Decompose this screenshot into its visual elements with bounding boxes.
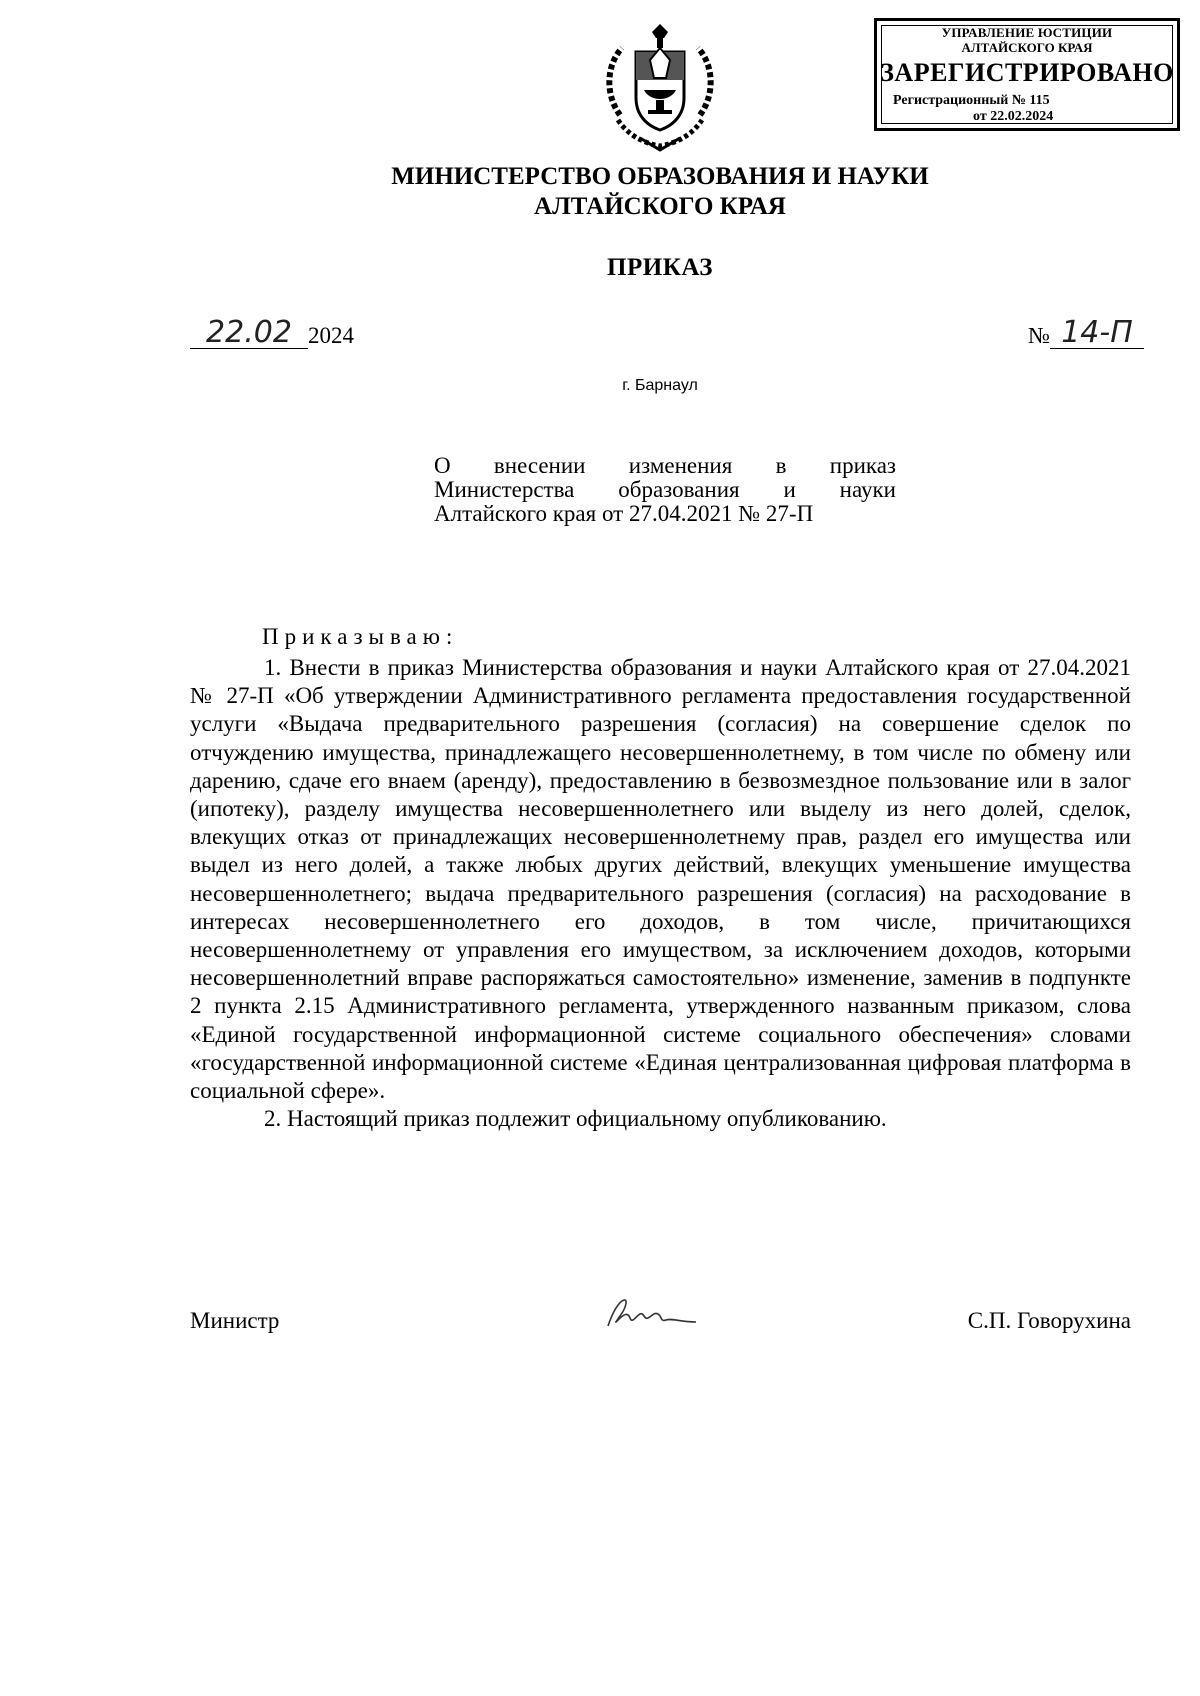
coat-of-arms-icon <box>600 20 720 155</box>
date-year: 2024 <box>308 323 354 348</box>
subject-line1: О внесении изменения в приказ <box>434 453 896 478</box>
date-handwritten: 22.02 <box>190 318 308 349</box>
ministry-name <box>0 162 1200 222</box>
ministry-line2: АЛТАЙСКОГО КРАЯ <box>534 193 786 220</box>
city: г. Барнаул <box>622 377 698 394</box>
document-date <box>190 315 354 350</box>
stamp-title: ЗАРЕГИСТРИРОВАНО <box>880 58 1174 87</box>
order-body <box>190 654 1131 1133</box>
signatory-name: С.П. Говорухина <box>967 1308 1131 1333</box>
stamp-reg-number: Регистрационный № 115 <box>893 93 1050 108</box>
ministry-line1: МИНИСТЕРСТВО ОБРАЗОВАНИЯ И НАУКИ <box>391 163 929 190</box>
order-subject <box>434 454 896 526</box>
paragraph-2: 2. Настоящий приказ подлежит официальному опубликованию. <box>264 1106 887 1132</box>
subject-line2: Министерства образования и науки <box>434 477 896 502</box>
stamp-reg-date: от 22.02.2024 <box>973 109 1054 124</box>
signatory-title: Министр <box>190 1308 280 1333</box>
subject-line3: Алтайского края от 27.04.2021 № 27-П <box>434 501 814 526</box>
document-type: ПРИКАЗ <box>607 254 713 281</box>
stamp-authority-line2: АЛТАЙСКОГО КРАЯ <box>961 40 1093 55</box>
paragraph-1: 1. Внести в приказ Министерства образования и науки Алтайского края от 27.04.2021 № 27-П «Об утверждении Административного регламента предоставления государственной услуги «Выдача предварительного разрешения (согласия) на совершение сделок по отчуждению имущества, принадлежащего несовершеннолетнему, в том числе по обмену или дарению, сдаче его внаем (аренду), предоставлению в безвозмездное пользование или в залог (ипотеку), разделу имущества несовершеннолетнего или выделу из него долей, сделок, влекущих отказ от принадлежащих несовершеннолетнему прав, раздел его имущества или выдел из него долей, а также любых других действий, влекущих уменьшение имущества несовершеннолетнего; выдача предварительного разрешения (согласия) на расходование в интересах несовершеннолетнего его доходов, в том числе, причитающихся несовершеннолетнему от управления его имуществом, за исключением доходов, которыми несовершеннолетний вправе распоряжаться самостоятельно» изменение, заменив в подпункте 2 пункта 2.15 Административного регламента, утвержденного названным приказом, слова «Единой государственной информационной системе социального обеспечения» словами «государственной информационной системе «Единая централизованная цифровая платформа в социальной сфере». <box>190 655 1131 1104</box>
signature-block <box>190 1308 1131 1348</box>
document-number <box>1028 315 1144 350</box>
handwritten-signature-icon <box>600 1294 700 1334</box>
registration-stamp <box>874 18 1180 131</box>
number-handwritten: 14-П <box>1050 318 1144 349</box>
order-word: Приказываю: <box>262 624 459 649</box>
number-label: № <box>1028 323 1050 348</box>
stamp-authority-line1: УПРАВЛЕНИЕ ЮСТИЦИИ <box>941 25 1113 40</box>
